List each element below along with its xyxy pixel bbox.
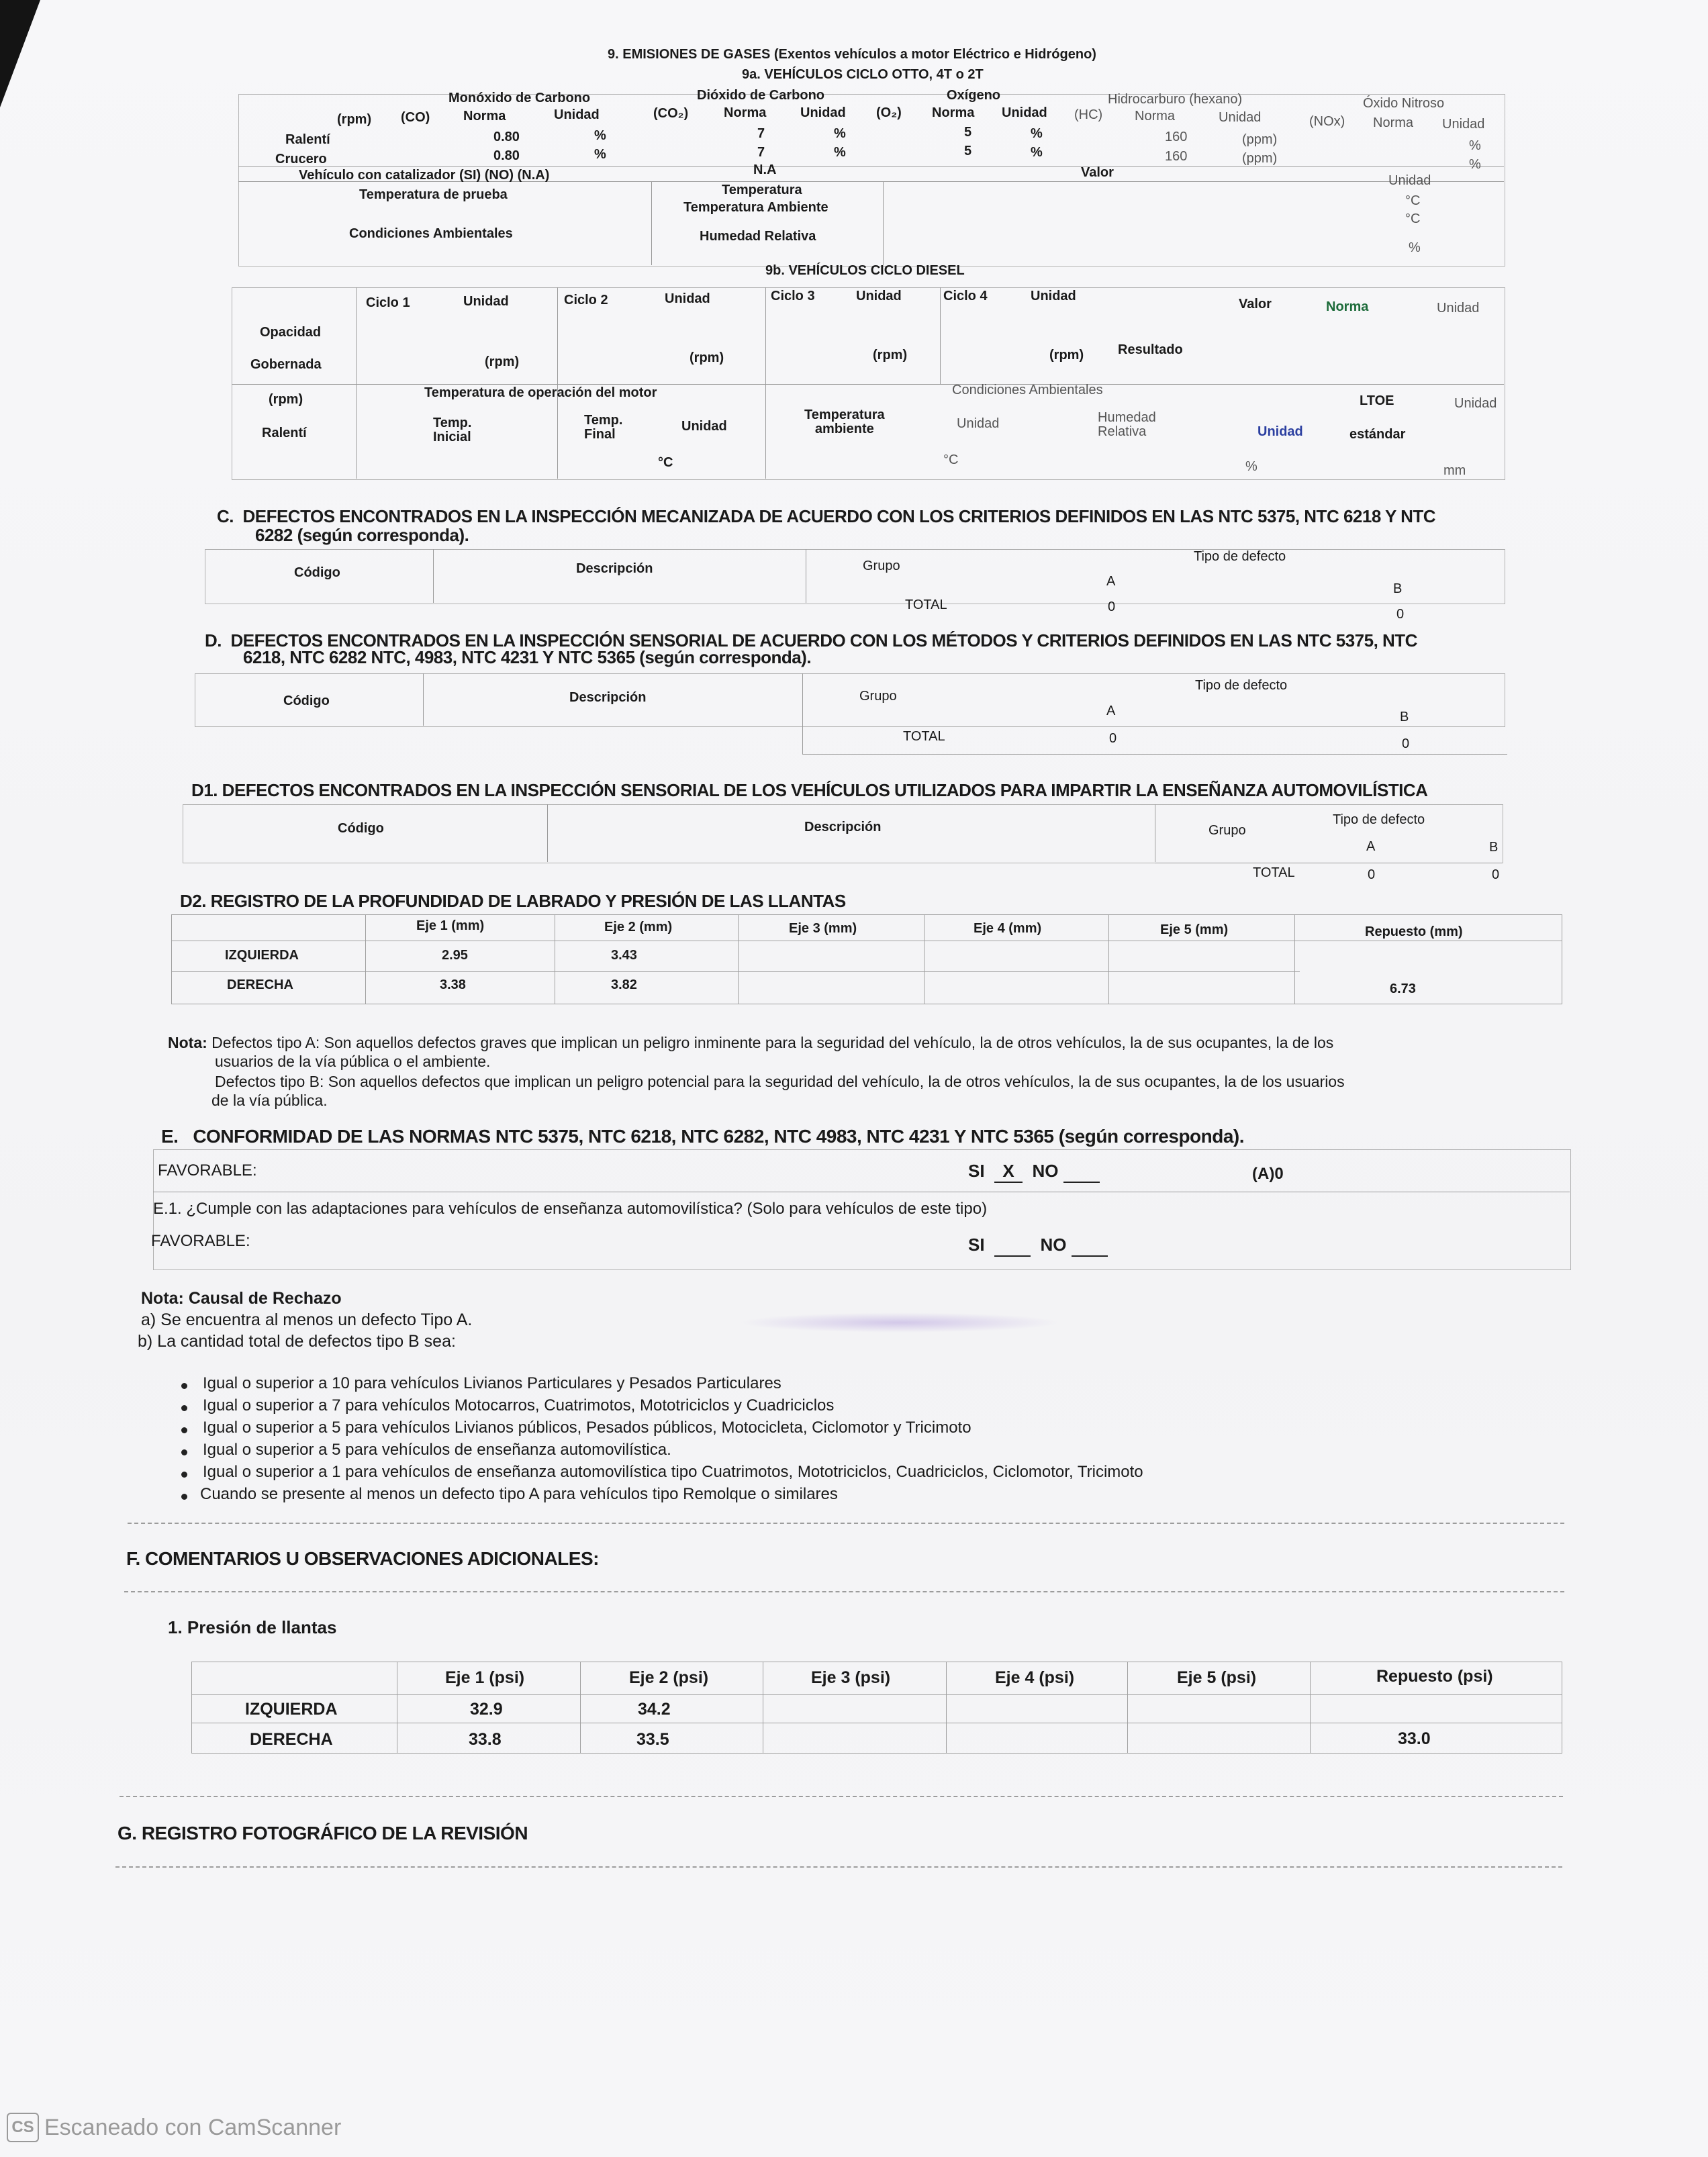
ciclo3-rpm: (rpm) (873, 348, 908, 363)
d1-tipo-a: A (1366, 839, 1376, 854)
section-d-table (195, 673, 1505, 727)
d-grupo-header: Grupo (859, 689, 897, 704)
co2-norma-crucero: 7 (757, 145, 765, 160)
favorable2-label: FAVORABLE: (151, 1232, 250, 1250)
pressure-der-eje1: 33.8 (469, 1730, 502, 1749)
co-norma-header: Norma (463, 109, 506, 124)
diesel-rpm-label: (rpm) (269, 392, 303, 407)
rechazo-item: Cuando se presente al menos un defecto tipo A para vehículos tipo Remolque o similares (200, 1485, 838, 1503)
pressure-eje5-header: Eje 5 (psi) (1177, 1668, 1257, 1687)
tread-eje3-header: Eje 3 (mm) (789, 921, 857, 936)
pressure-izq-eje2: 34.2 (638, 1700, 671, 1719)
cond-amb-label: Condiciones Ambientales (349, 226, 513, 241)
favorable2-no-mark[interactable] (1072, 1235, 1108, 1257)
c-descripcion-header: Descripción (576, 561, 653, 576)
section-c-title-2: 6282 (según corresponda). (255, 525, 469, 545)
hc-header: (HC) (1074, 107, 1103, 122)
section-e-title: E. CONFORMIDAD DE LAS NORMAS NTC 5375, NTC 6218, NTC 6282, NTC 4983, NTC 4231 Y NTC 5365 (según corresponda). (161, 1126, 1245, 1147)
divider (128, 1523, 1564, 1524)
bullet-icon (181, 1494, 187, 1500)
scan-edge-shadow (0, 0, 40, 107)
section-f-title: F. COMENTARIOS U OBSERVACIONES ADICIONALES: (126, 1548, 599, 1569)
d-tipo-header: Tipo de defecto (1195, 678, 1288, 693)
c-tipo-b: B (1393, 581, 1403, 596)
pressure-eje4-header: Eje 4 (psi) (995, 1668, 1075, 1687)
d1-total-a: 0 (1368, 867, 1376, 882)
tread-eje5-header: Eje 5 (mm) (1160, 922, 1229, 937)
temp-ambiente-label: Temperatura Ambiente (683, 200, 828, 215)
o2-unit-crucero: % (1031, 145, 1043, 160)
hc-unit-crucero: (ppm) (1242, 151, 1278, 166)
rechazo-item: Igual o superior a 7 para vehículos Motocarros, Cuatrimotos, Mototriciclos y Cuadriciclos (203, 1396, 835, 1415)
o2-norma-ralenti: 5 (964, 125, 972, 140)
catalizador-label: Vehículo con catalizador (SI) (NO) (N.A) (299, 168, 550, 183)
c-codigo-header: Código (294, 565, 340, 580)
humedad-diesel-unit: % (1245, 459, 1258, 474)
pressure-derecha-label: DERECHA (250, 1730, 333, 1749)
section-c-table (205, 549, 1505, 604)
ciclo1-rpm: (rpm) (485, 354, 520, 369)
d-tipo-a: A (1106, 704, 1116, 718)
o2-unidad-header: Unidad (1002, 105, 1047, 120)
nota-defectos-a-2: usuarios de la vía pública o el ambiente. (215, 1053, 491, 1070)
section-9a-title: 9a. VEHÍCULOS CICLO OTTO, 4T o 2T (742, 67, 984, 82)
d-descripcion-header: Descripción (569, 690, 647, 705)
ciclo2-rpm: (rpm) (690, 350, 724, 365)
co-unit-crucero: % (594, 147, 606, 162)
camscanner-watermark (7, 2113, 341, 2142)
temp-operacion-label: Temperatura de operación del motor (424, 385, 657, 400)
divider (124, 1591, 1564, 1592)
d1-codigo-header: Código (338, 821, 384, 836)
section-d2-title: D2. REGISTRO DE LA PROFUNDIDAD DE LABRADO Y PRESIÓN DE LAS LLANTAS (180, 891, 846, 911)
humedad-diesel-unidad: Unidad (1258, 424, 1303, 439)
o2-unit-ralenti: % (1031, 126, 1043, 141)
favorable-si-mark[interactable]: X (994, 1161, 1023, 1183)
nox-unit-ralenti: % (1469, 138, 1481, 153)
hc-norma-crucero: 160 (1165, 149, 1188, 164)
bullet-icon (181, 1383, 187, 1389)
section-g-title: G. REGISTRO FOTOGRÁFICO DE LA REVISIÓN (117, 1823, 528, 1843)
rechazo-item: Igual o superior a 10 para vehículos Livianos Particulares y Pesados Particulares (203, 1374, 781, 1392)
pressure-repuesto-value: 33.0 (1398, 1729, 1431, 1748)
nota-defectos-b-2: de la vía pública. (211, 1092, 328, 1109)
camscanner-logo-icon: CS (7, 2113, 39, 2142)
rechazo-b: b) La cantidad total de defectos tipo B sea: (138, 1332, 456, 1351)
tread-eje2-header: Eje 2 (mm) (604, 920, 673, 934)
c-grupo-header: Grupo (863, 559, 900, 573)
ciclo2-unidad: Unidad (665, 291, 710, 306)
rechazo-item: Igual o superior a 5 para vehículos Livianos públicos, Pesados públicos, Motocicleta, Ciclomotor y Tricimoto (203, 1419, 971, 1437)
tread-izquierda-label: IZQUIERDA (225, 948, 299, 963)
ciclo4-header: Ciclo 4 (943, 289, 988, 303)
pressure-der-eje2: 33.5 (636, 1730, 669, 1749)
d1-total-label: TOTAL (1253, 865, 1295, 880)
favorable-a-mark: (A)0 (1252, 1165, 1284, 1183)
favorable2-si-no: SI NO (968, 1235, 1108, 1257)
d1-total-b: 0 (1492, 867, 1500, 882)
catalizador-value: N.A (753, 162, 777, 177)
section-d1-title: D1. DEFECTOS ENCONTRADOS EN LA INSPECCIÓN SENSORIAL DE LOS VEHÍCULOS UTILIZADOS PARA IMPARTIR LA ENSEÑANZA AUTOMOVILÍSTICA (191, 780, 1428, 800)
ciclo1-unidad: Unidad (463, 294, 509, 309)
ciclo4-unidad: Unidad (1031, 289, 1076, 303)
presion-llantas-title: 1. Presión de llantas (168, 1617, 337, 1637)
pressure-izquierda-label: IZQUIERDA (245, 1700, 338, 1719)
tread-der-eje2: 3.82 (611, 977, 637, 992)
bullet-icon (181, 1449, 187, 1455)
hc-unidad-header: Unidad (1219, 110, 1262, 125)
ltoe-unit: mm (1443, 463, 1466, 478)
co-group-label: Monóxido de Carbono (448, 91, 591, 105)
section-d-title-2: 6218, NTC 6282 NTC, 4983, NTC 4231 Y NTC 5365 (según corresponda). (243, 647, 812, 667)
valor-label: Valor (1081, 165, 1114, 180)
nox-header: (NOx) (1309, 114, 1345, 129)
opacidad-label: Opacidad (260, 325, 322, 340)
temp-prueba-label: Temperatura de prueba (359, 187, 508, 202)
co-norma-crucero: 0.80 (493, 148, 520, 163)
ciclo2-header: Ciclo 2 (564, 293, 608, 307)
co2-unit-crucero: % (834, 145, 846, 160)
temp-ambiente-header: Temperatura ambiente (804, 408, 885, 436)
hc-group-label: Hidrocarburo (hexano) (1108, 92, 1243, 107)
temp-amb-diesel-unit: °C (943, 452, 959, 467)
e1-question: E.1. ¿Cumple con las adaptaciones para vehículos de enseñanza automovilística? (Solo para vehículos de este tipo) (153, 1200, 988, 1218)
o2-norma-header: Norma (932, 105, 975, 120)
resultado-label: Resultado (1118, 342, 1183, 357)
section-9b-title: 9b. VEHÍCULOS CICLO DIESEL (765, 263, 965, 278)
co-unidad-header: Unidad (554, 107, 600, 122)
c-total-b: 0 (1396, 607, 1405, 622)
pressure-izq-eje1: 32.9 (470, 1700, 503, 1719)
tread-derecha-label: DERECHA (227, 977, 293, 992)
section-c-title: C. DEFECTOS ENCONTRADOS EN LA INSPECCIÓN MECANIZADA DE ACUERDO CON LOS CRITERIOS DEFINIDOS EN LAS NTC 5375, NTC 6218 Y NTC (217, 506, 1436, 526)
ciclo4-rpm: (rpm) (1049, 348, 1084, 363)
rpm-header: (rpm) (337, 112, 372, 127)
d1-grupo-header: Grupo (1208, 823, 1246, 838)
d-tipo-b: B (1400, 710, 1409, 724)
ralenti-diesel-label: Ralentí (262, 426, 307, 440)
favorable-si-no: SI X NO (968, 1161, 1100, 1183)
nox-unidad-header: Unidad (1442, 117, 1485, 132)
temp-unit: °C (1405, 193, 1421, 208)
temp-amb-unit: °C (1405, 211, 1421, 226)
pressure-eje3-header: Eje 3 (psi) (811, 1668, 891, 1687)
divider (120, 1796, 1563, 1797)
co2-group-label: Dióxido de Carbono (697, 88, 824, 103)
pressure-repuesto-header: Repuesto (psi) (1376, 1667, 1493, 1686)
humedad-unit: % (1409, 240, 1421, 255)
tread-repuesto-value: 6.73 (1390, 981, 1416, 996)
estandar-label: estándar (1349, 427, 1406, 442)
section-d-title: D. DEFECTOS ENCONTRADOS EN LA INSPECCIÓN SENSORIAL DE ACUERDO CON LOS MÉTODOS Y CRITERIOS DEFINIDOS EN LAS NTC 5375, NTC (205, 630, 1417, 651)
d-codigo-header: Código (283, 693, 330, 708)
co2-norma-header: Norma (724, 105, 767, 120)
co-norma-ralenti: 0.80 (493, 130, 520, 144)
ltoe-unidad: Unidad (1454, 396, 1497, 411)
nox-norma-header: Norma (1373, 115, 1414, 130)
bullet-icon (181, 1472, 187, 1478)
ltoe-label: LTOE (1360, 393, 1394, 408)
temp-unidad-header: Unidad (681, 419, 727, 434)
c-tipo-a: A (1106, 574, 1116, 589)
d1-tipo-header: Tipo de defecto (1333, 812, 1425, 827)
ciclo1-header: Ciclo 1 (366, 295, 410, 310)
ciclo3-header: Ciclo 3 (771, 289, 815, 303)
nox-unit-crucero: % (1469, 157, 1481, 172)
tread-eje1-header: Eje 1 (mm) (416, 918, 485, 933)
rechazo-a: a) Se encuentra al menos un defecto Tipo A. (141, 1310, 473, 1329)
rechazo-item: Igual o superior a 5 para vehículos de enseñanza automovilística. (203, 1441, 671, 1459)
nota-defectos-a: Nota: Defectos tipo A: Son aquellos defectos graves que implican un peligro inminente para la seguridad del vehículo, la de otros vehículos, la de sus ocupantes, la de los (168, 1034, 1334, 1051)
bullet-icon (181, 1405, 187, 1411)
rechazo-title: Nota: Causal de Rechazo (141, 1289, 342, 1308)
c-total-a: 0 (1108, 600, 1116, 614)
section-9-title: 9. EMISIONES DE GASES (Exentos vehículos a motor Eléctrico e Hidrógeno) (608, 47, 1096, 62)
temp-amb-unidad-header: Unidad (957, 416, 1000, 431)
ink-smudge (739, 1312, 1061, 1333)
temperatura-label: Temperatura (722, 183, 802, 197)
ciclo3-unidad: Unidad (856, 289, 902, 303)
favorable2-si-mark[interactable] (994, 1235, 1031, 1257)
tread-der-eje1: 3.38 (440, 977, 466, 992)
hc-norma-header: Norma (1135, 109, 1176, 124)
diesel-valor-header: Valor (1239, 297, 1272, 311)
tread-eje4-header: Eje 4 (mm) (974, 921, 1042, 936)
bullet-icon (181, 1427, 187, 1433)
ralenti-label: Ralentí (285, 132, 330, 147)
co2-norma-ralenti: 7 (757, 126, 765, 141)
pressure-eje1-header: Eje 1 (psi) (445, 1668, 525, 1687)
crucero-label: Crucero (275, 152, 327, 166)
nota-defectos-b: Defectos tipo B: Son aquellos defectos que implican un peligro potencial para la seguridad del vehículo, la de otros vehículos, la de sus ocupantes, la de los usuarios (215, 1073, 1345, 1090)
d-total-b: 0 (1402, 736, 1410, 751)
unidad-label: Unidad (1388, 173, 1431, 188)
cond-amb-diesel-label: Condiciones Ambientales (952, 383, 1103, 397)
diesel-norma-header: Norma (1326, 299, 1369, 314)
co2-header: (CO₂) (653, 106, 689, 121)
gobernada-label: Gobernada (250, 357, 322, 372)
camscanner-text: Escaneado con CamScanner (44, 2114, 342, 2140)
temp-op-unit: °C (658, 455, 673, 470)
pressure-eje2-header: Eje 2 (psi) (629, 1668, 709, 1687)
hc-unit-ralenti: (ppm) (1242, 132, 1278, 147)
favorable-no-mark[interactable] (1063, 1161, 1100, 1183)
humedad-diesel-header: Humedad Relativa (1098, 410, 1156, 439)
nox-group-label: Óxido Nitroso (1363, 96, 1445, 111)
co-header: (CO) (401, 110, 430, 125)
tread-repuesto-header: Repuesto (mm) (1365, 924, 1463, 939)
o2-group-label: Oxígeno (947, 88, 1001, 103)
c-tipo-header: Tipo de defecto (1194, 549, 1286, 564)
hc-norma-ralenti: 160 (1165, 130, 1188, 144)
tread-izq-eje1: 2.95 (442, 948, 468, 963)
co2-unidad-header: Unidad (800, 105, 846, 120)
d-total-a: 0 (1109, 731, 1117, 746)
tread-izq-eje2: 3.43 (611, 948, 637, 963)
diesel-unidad-header: Unidad (1437, 301, 1480, 316)
c-total-label: TOTAL (905, 597, 947, 612)
divider (115, 1866, 1562, 1868)
humedad-label: Humedad Relativa (700, 229, 816, 244)
co2-unit-ralenti: % (834, 126, 846, 141)
favorable-label: FAVORABLE: (158, 1161, 257, 1180)
temp-final-header: Temp. Final (584, 413, 623, 442)
rechazo-item: Igual o superior a 1 para vehículos de enseñanza automovilística tipo Cuatrimotos, Mototriciclos, Cuadriciclos, Ciclomotor, Tricimoto (203, 1463, 1143, 1481)
o2-norma-crucero: 5 (964, 144, 972, 158)
temp-inicial-header: Temp. Inicial (433, 416, 472, 444)
tread-depth-table (171, 914, 1562, 1004)
d1-descripcion-header: Descripción (804, 820, 882, 834)
d1-tipo-b: B (1489, 840, 1499, 855)
d-total-label: TOTAL (903, 729, 945, 744)
o2-header: (O₂) (876, 105, 902, 120)
co-unit-ralenti: % (594, 128, 606, 143)
